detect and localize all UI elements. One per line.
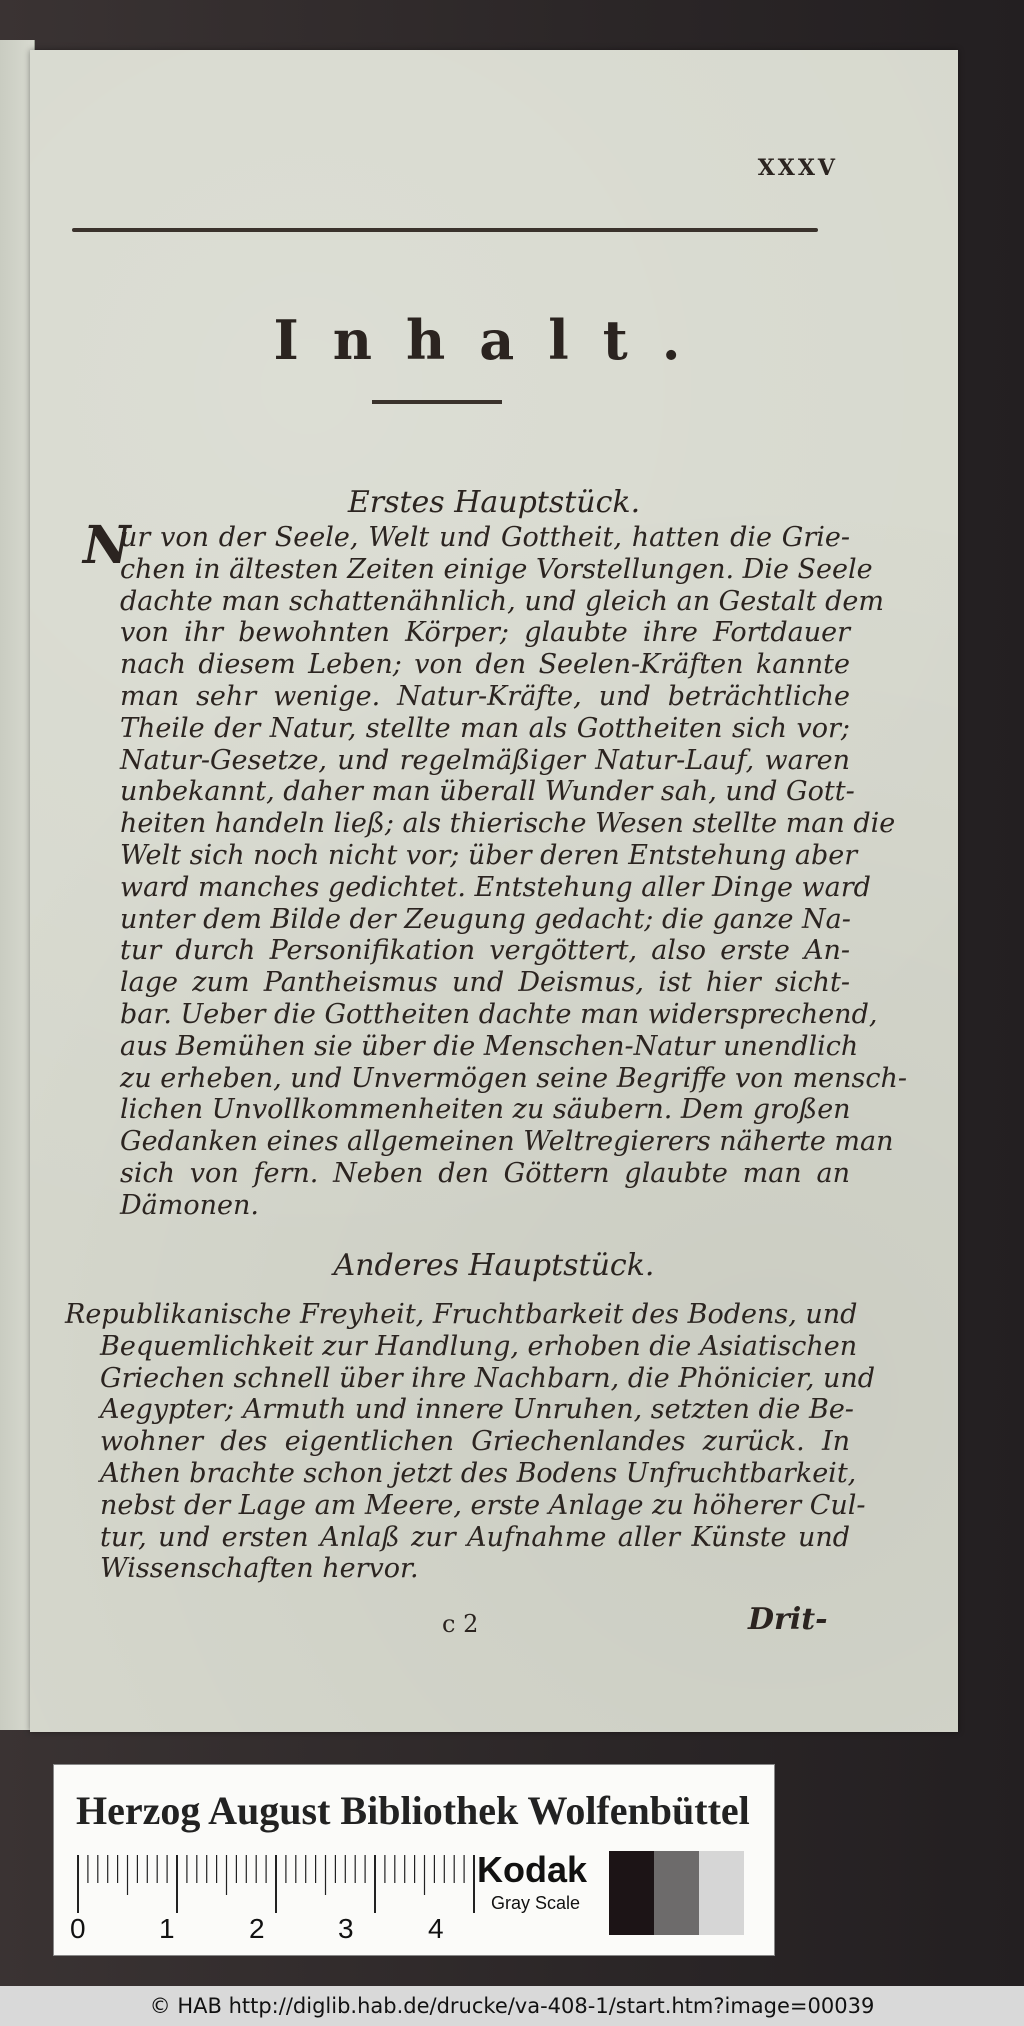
section-1-text xyxy=(83,515,907,1222)
text-line: dachte man schattenähnlich, und gleich an Gestalt dem xyxy=(120,585,884,617)
text-line: Dämonen. xyxy=(120,1189,259,1221)
scale-ruler xyxy=(76,1855,478,1915)
text-line: man sehr wenige. Natur-Kräfte, und beträchtliche xyxy=(120,680,850,712)
text-line: Natur-Gesetze, und regelmäßiger Natur-Lauf, waren xyxy=(120,744,850,776)
text-line: wohner des eigentlichen Griechenlandes zurück. In xyxy=(100,1426,850,1458)
swatch-mid xyxy=(654,1851,699,1935)
kodak-logo: Kodak xyxy=(477,1849,588,1890)
book-page xyxy=(30,50,958,1732)
text-line: Aegypter; Armuth und innere Unruhen, setzten die Be- xyxy=(100,1394,854,1426)
ruler-label: 0 xyxy=(70,1913,86,1944)
ruler-label: 4 xyxy=(428,1913,444,1944)
text-line: aus Bemühen sie über die Menschen-Natur unendlich xyxy=(120,1030,859,1062)
text-line: zu erheben, und Unvermögen seine Begriffe von mensch- xyxy=(120,1062,907,1094)
drop-cap: N xyxy=(83,515,131,576)
footer-credit: © HAB http://diglib.hab.de/drucke/va-408-1/start.htm?image=00039 xyxy=(0,1986,1024,2026)
section-1-heading: Erstes Hauptstück. xyxy=(347,485,641,520)
ruler-label: 1 xyxy=(159,1913,175,1944)
header-rule xyxy=(72,228,818,232)
text-line: Griechen schnell über ihre Nachbarn, die Phönicier, und xyxy=(100,1362,876,1394)
text-line: chen in ältesten Zeiten einige Vorstellungen. Die Seele xyxy=(120,553,873,585)
ruler-label: 3 xyxy=(338,1913,354,1944)
ruler-label: 2 xyxy=(249,1913,265,1944)
text-line: nebst der Lage am Meere, erste Anlage zu höherer Cul- xyxy=(100,1489,866,1521)
kodak-subtitle: Gray Scale xyxy=(491,1893,581,1913)
text-line: unbekannt, daher man überall Wunder sah, und Gott- xyxy=(120,776,855,808)
page-title: Inhalt. xyxy=(273,308,715,372)
text-line: Welt sich noch nicht vor; über deren Entstehung aber xyxy=(120,839,858,871)
text-line: Gedanken eines allgemeinen Weltregierers näherte man xyxy=(120,1126,894,1158)
gray-scale-swatches xyxy=(609,1851,744,1935)
section-2-lines xyxy=(65,1299,876,1585)
text-line: Athen brachte schon jetzt des Bodens Unfruchtbarkeit, xyxy=(100,1457,857,1489)
section-2-heading: Anderes Hauptstück. xyxy=(333,1248,655,1283)
text-line: Bequemlichkeit zur Handlung, erhoben die Asiatischen xyxy=(100,1330,858,1362)
section-1-lines xyxy=(120,522,907,1222)
text-line: bar. Ueber die Gottheiten dachte man widersprechend, xyxy=(120,998,878,1030)
text-line: sich von fern. Neben den Göttern glaubte man an xyxy=(120,1157,850,1189)
title-rule xyxy=(372,400,502,404)
text-line: ur von der Seele, Welt und Gottheit, hatten die Grie- xyxy=(120,522,850,553)
text-line: heiten handeln ließ; als thierische Wesen stellte man die xyxy=(120,808,896,840)
signature-mark: c 2 xyxy=(442,1610,479,1638)
catchword: Drit- xyxy=(748,1602,828,1637)
page-number: XXXV xyxy=(757,155,838,181)
library-color-card xyxy=(53,1764,775,1956)
text-line: Wissenschaften hervor. xyxy=(100,1553,419,1585)
ruler-labels xyxy=(70,1913,490,1943)
swatch-dark xyxy=(609,1851,654,1935)
text-line: unter dem Bilde der Zeugung gedacht; die ganze Na- xyxy=(120,903,851,935)
text-line: nach diesem Leben; von den Seelen-Kräften kannte xyxy=(120,649,850,681)
text-line: ward manches gedichtet. Entstehung aller Dinge ward xyxy=(120,871,871,903)
text-line: tur durch Personifikation vergöttert, also erste An- xyxy=(120,935,850,967)
text-line: Theile der Natur, stellte man als Gottheiten sich vor; xyxy=(120,712,850,744)
library-name: Herzog August Bibliothek Wolfenbüttel xyxy=(76,1788,750,1833)
text-line: tur, und ersten Anlaß zur Aufnahme aller Künste und xyxy=(100,1521,850,1553)
text-line: von ihr bewohnten Körper; glaubte ihre Fortdauer xyxy=(120,617,850,649)
swatch-light xyxy=(699,1851,744,1935)
text-line: Republikanische Freyheit, Fruchtbarkeit des Bodens, und xyxy=(65,1299,858,1330)
text-line: lage zum Pantheismus und Deismus, ist hier sicht- xyxy=(120,967,850,999)
section-2-text xyxy=(65,1299,876,1585)
text-line: lichen Unvollkommenheiten zu säubern. Dem großen xyxy=(120,1094,851,1126)
